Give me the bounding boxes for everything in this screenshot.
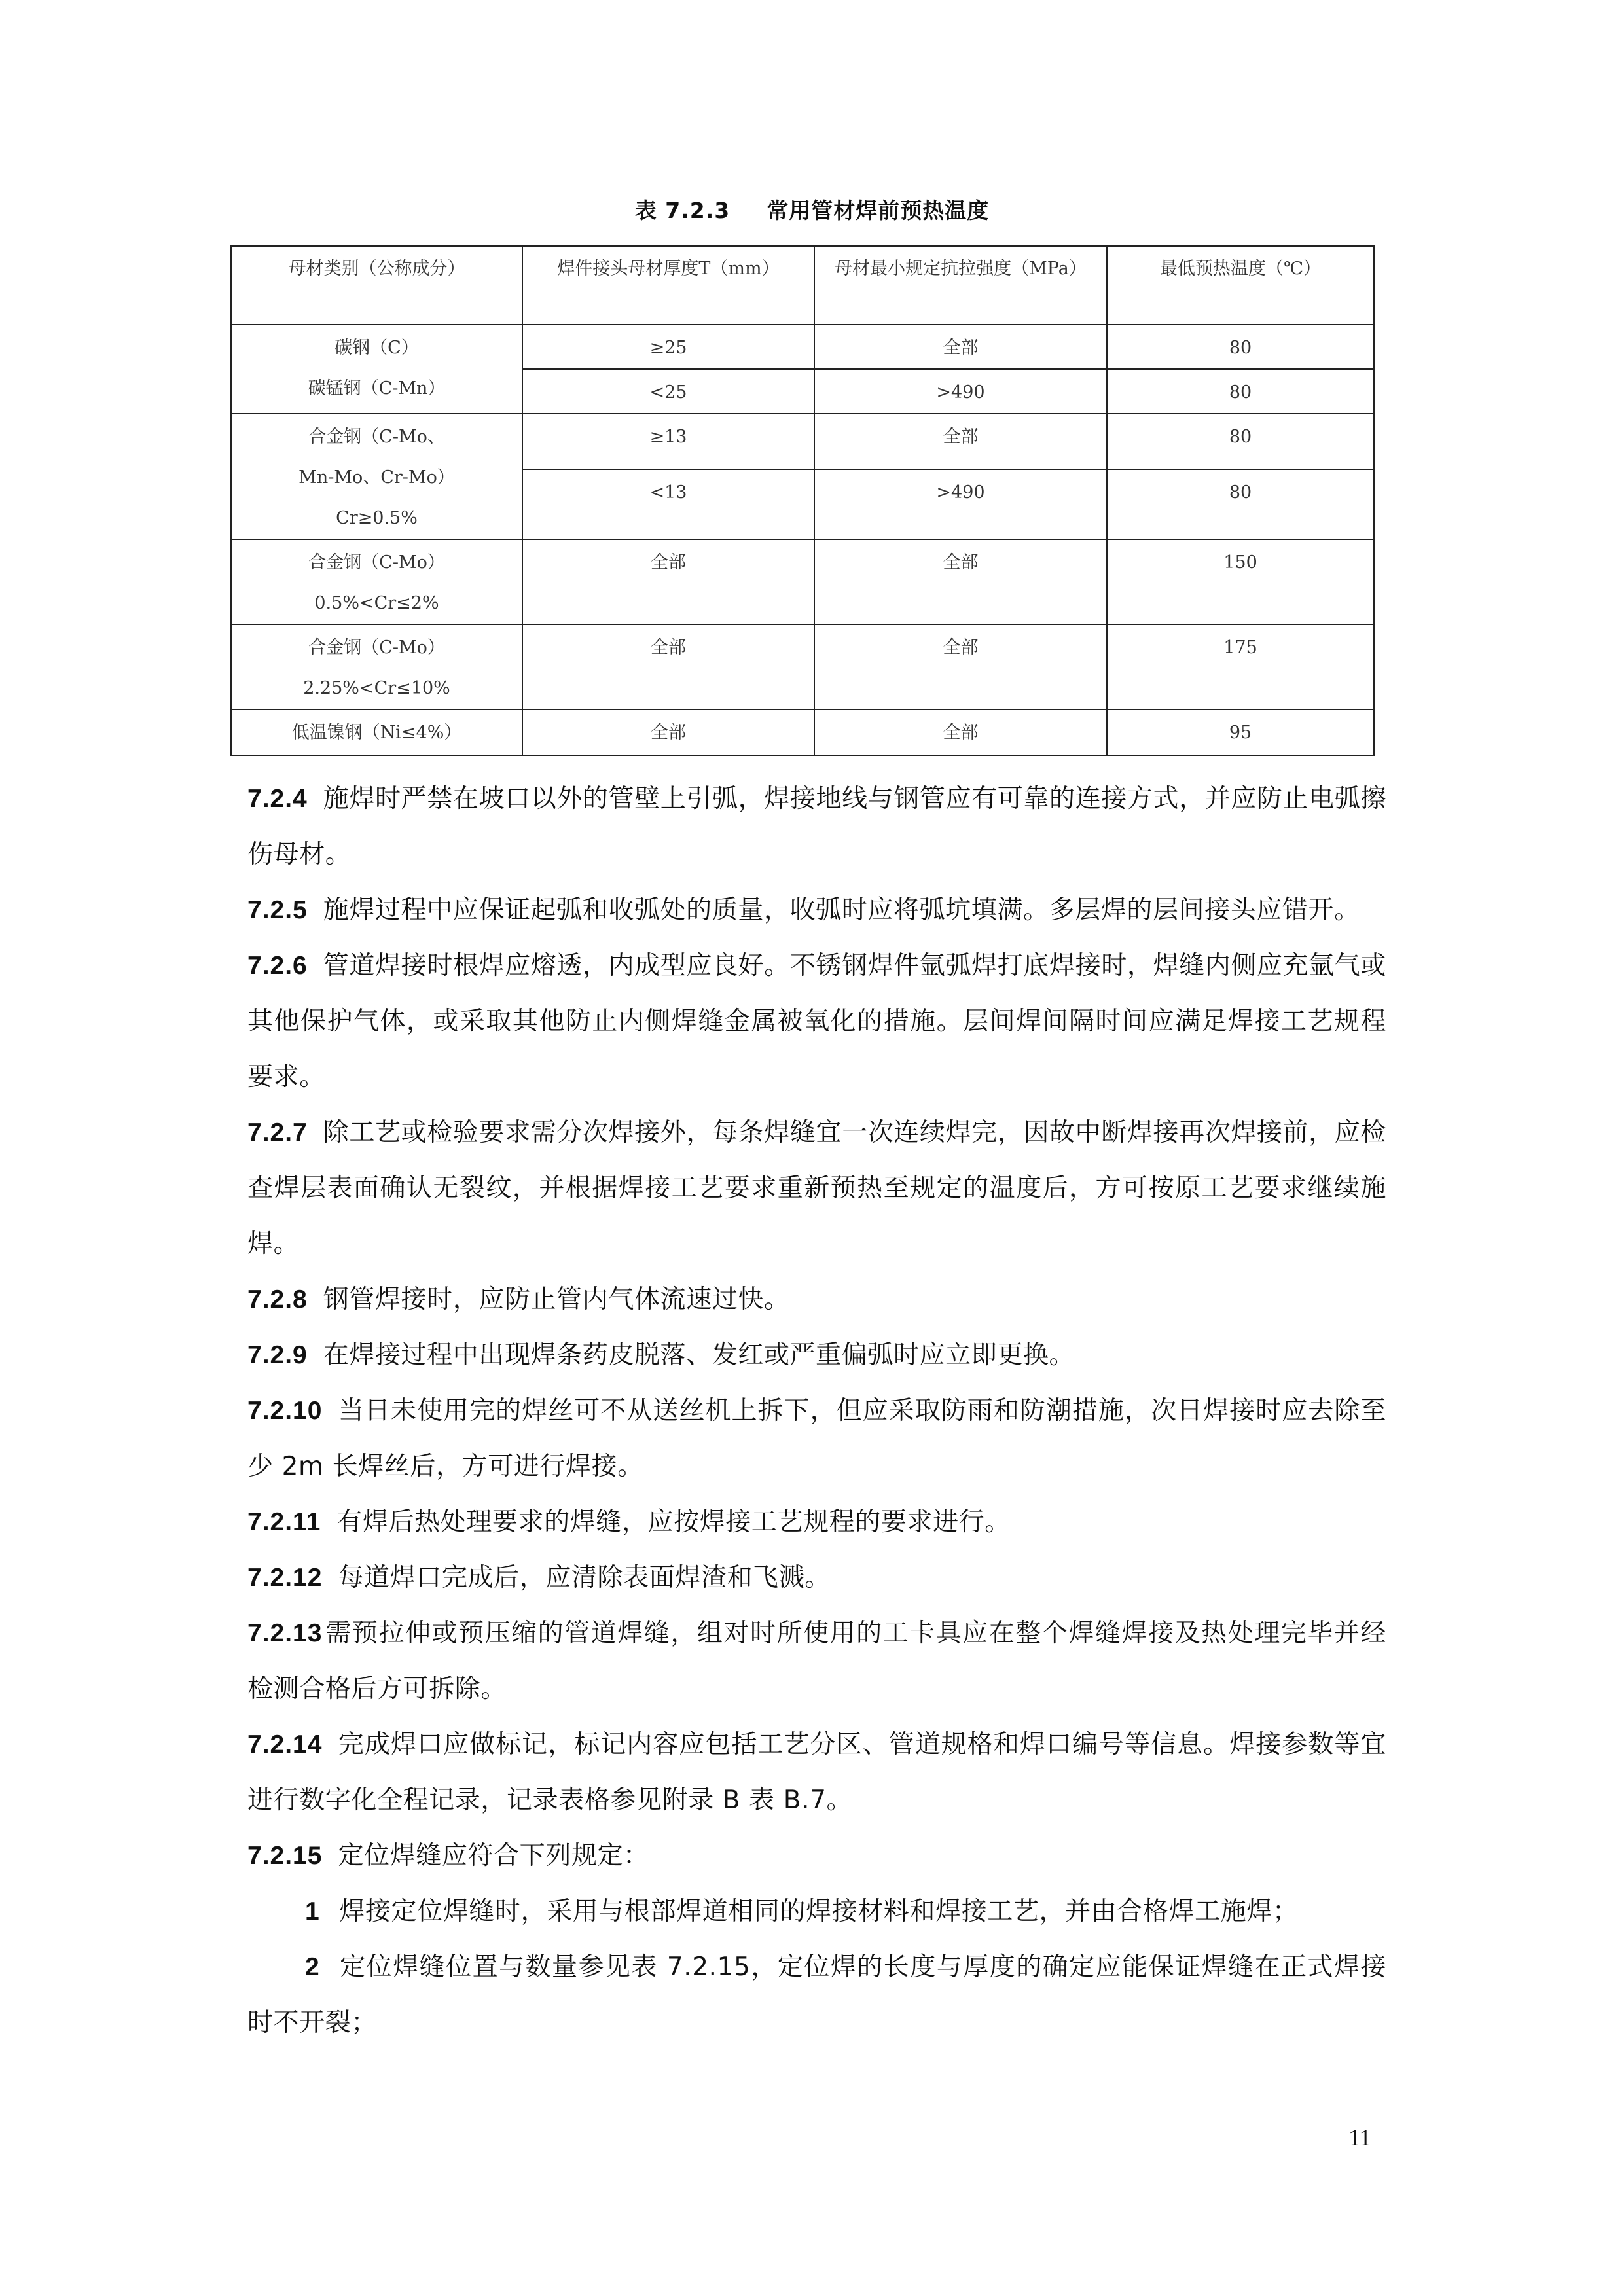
table-row [231,325,1374,369]
table-row [231,624,1374,709]
temp-cell: 80 [1107,414,1374,469]
clause-7-2-7 [247,1105,1386,1272]
clause-number: 7.2.6 [247,952,308,980]
thickness-cell: ≥13 [522,414,814,469]
list-item [247,1884,1386,1939]
clause-7-2-4 [247,771,1386,882]
temp-cell: 80 [1107,369,1374,414]
thickness-cell: ≥25 [522,325,814,369]
table-caption [0,194,1624,224]
item-number: 2 [305,1953,320,1981]
clause-text: 定位焊缝应符合下列规定： [338,1841,649,1871]
clause-7-2-8 [247,1272,1386,1327]
clause-number: 7.2.15 [247,1842,323,1870]
clause-number: 7.2.12 [247,1564,323,1592]
clause-text: 管道焊接时根焊应熔透，内成型应良好。不锈钢焊件氩弧焊打底焊接时，焊缝内侧应充氩气或其他保护气体，或采取其他防止内侧焊缝金属被氧化的措施。层间焊间隔时间应满足焊接工艺规程要求。 [247,951,1386,1092]
temp-cell: 95 [1107,709,1374,755]
temp-cell: 80 [1107,469,1374,539]
clause-number: 7.2.5 [247,896,308,924]
strength-cell: >490 [814,369,1107,414]
clause-7-2-6 [247,938,1386,1105]
material-cell: 碳钢（C） 碳锰钢（C-Mn） [231,325,522,414]
clause-7-2-5 [247,882,1386,938]
item-text: 焊接定位焊缝时，采用与根部焊道相同的焊接材料和焊接工艺，并由合格焊工施焊； [339,1897,1299,1926]
material-cell: 合金钢（C-Mo） 2.25%<Cr≤10% [231,624,522,709]
item-number: 1 [305,1897,320,1926]
table-row [231,414,1374,469]
thickness-cell: 全部 [522,539,814,624]
table-number: 表 7.2.3 [634,198,731,223]
clause-number: 7.2.10 [247,1397,323,1425]
clause-number: 7.2.11 [247,1508,321,1536]
clause-text: 当日未使用完的焊丝可不从送丝机上拆下，但应采取防雨和防潮措施，次日焊接时应去除至少 2m 长焊丝后，方可进行焊接。 [247,1396,1386,1481]
clause-7-2-10 [247,1383,1386,1494]
clause-7-2-14 [247,1717,1386,1828]
clause-text: 施焊时严禁在坡口以外的管壁上引弧，焊接地线与钢管应有可靠的连接方式，并应防止电弧擦伤母材。 [247,784,1386,869]
clause-list [247,771,1386,2051]
clause-number: 7.2.13 [247,1619,323,1647]
material-cell: 合金钢（C-Mo） 0.5%<Cr≤2% [231,539,522,624]
strength-cell: 全部 [814,539,1107,624]
clause-7-2-11 [247,1494,1386,1550]
clause-number: 7.2.9 [247,1341,308,1369]
material-cell: 合金钢（C-Mo、 Mn-Mo、Cr-Mo） Cr≥0.5% [231,414,522,539]
page-number: 11 [1348,2125,1371,2151]
clause-7-2-15 [247,1828,1386,1884]
clause-7-2-9 [247,1327,1386,1383]
clause-7-2-12 [247,1550,1386,1605]
clause-number: 7.2.8 [247,1285,308,1314]
header-preheat-temp: 最低预热温度（℃） [1107,246,1374,325]
clause-number: 7.2.14 [247,1731,323,1759]
clause-text: 每道焊口完成后，应清除表面焊渣和飞溅。 [338,1563,831,1592]
preheat-temperature-table [230,245,1375,756]
table-title: 常用管材焊前预热温度 [767,198,990,223]
material-cell: 低温镍钢（Ni≤4%） [231,709,522,755]
thickness-cell: <13 [522,469,814,539]
header-material: 母材类别（公称成分） [231,246,522,325]
strength-cell: 全部 [814,624,1107,709]
clause-number: 7.2.4 [247,785,308,813]
clause-text: 施焊过程中应保证起弧和收弧处的质量，收弧时应将弧坑填满。多层焊的层间接头应错开。 [323,895,1360,925]
temp-cell: 175 [1107,624,1374,709]
clause-text: 完成焊口应做标记，标记内容应包括工艺分区、管道规格和焊口编号等信息。焊接参数等宜进行数字化全程记录，记录表格参见附录 B 表 B.7。 [247,1730,1386,1815]
clause-text: 在焊接过程中出现焊条药皮脱落、发红或严重偏弧时应立即更换。 [323,1340,1075,1370]
clause-text: 有焊后热处理要求的焊缝，应按焊接工艺规程的要求进行。 [336,1507,1011,1537]
header-strength: 母材最小规定抗拉强度（MPa） [814,246,1107,325]
header-thickness: 焊件接头母材厚度T（mm） [522,246,814,325]
table-row [231,709,1374,755]
strength-cell: 全部 [814,414,1107,469]
clause-text: 除工艺或检验要求需分次焊接外，每条焊缝宜一次连续焊完，因故中断焊接再次焊接前，应检查焊层表面确认无裂纹，并根据焊接工艺要求重新预热至规定的温度后，方可按原工艺要求继续施焊。 [247,1118,1386,1259]
strength-cell: 全部 [814,325,1107,369]
clause-7-2-13 [247,1605,1386,1717]
clause-number: 7.2.7 [247,1119,308,1147]
strength-cell: 全部 [814,709,1107,755]
temp-cell: 80 [1107,325,1374,369]
item-text: 定位焊缝位置与数量参见表 7.2.15，定位焊的长度与厚度的确定应能保证焊缝在正式焊接时不开裂； [247,1952,1386,2037]
thickness-cell: 全部 [522,709,814,755]
temp-cell: 150 [1107,539,1374,624]
list-item [247,1939,1386,2051]
clause-text: 需预拉伸或预压缩的管道焊缝，组对时所使用的工卡具应在整个焊缝焊接及热处理完毕并经检测合格后方可拆除。 [247,1619,1386,1704]
thickness-cell: 全部 [522,624,814,709]
table-header-row [231,246,1374,325]
thickness-cell: <25 [522,369,814,414]
clause-text: 钢管焊接时，应防止管内气体流速过快。 [323,1285,790,1314]
strength-cell: >490 [814,469,1107,539]
table-row [231,539,1374,624]
